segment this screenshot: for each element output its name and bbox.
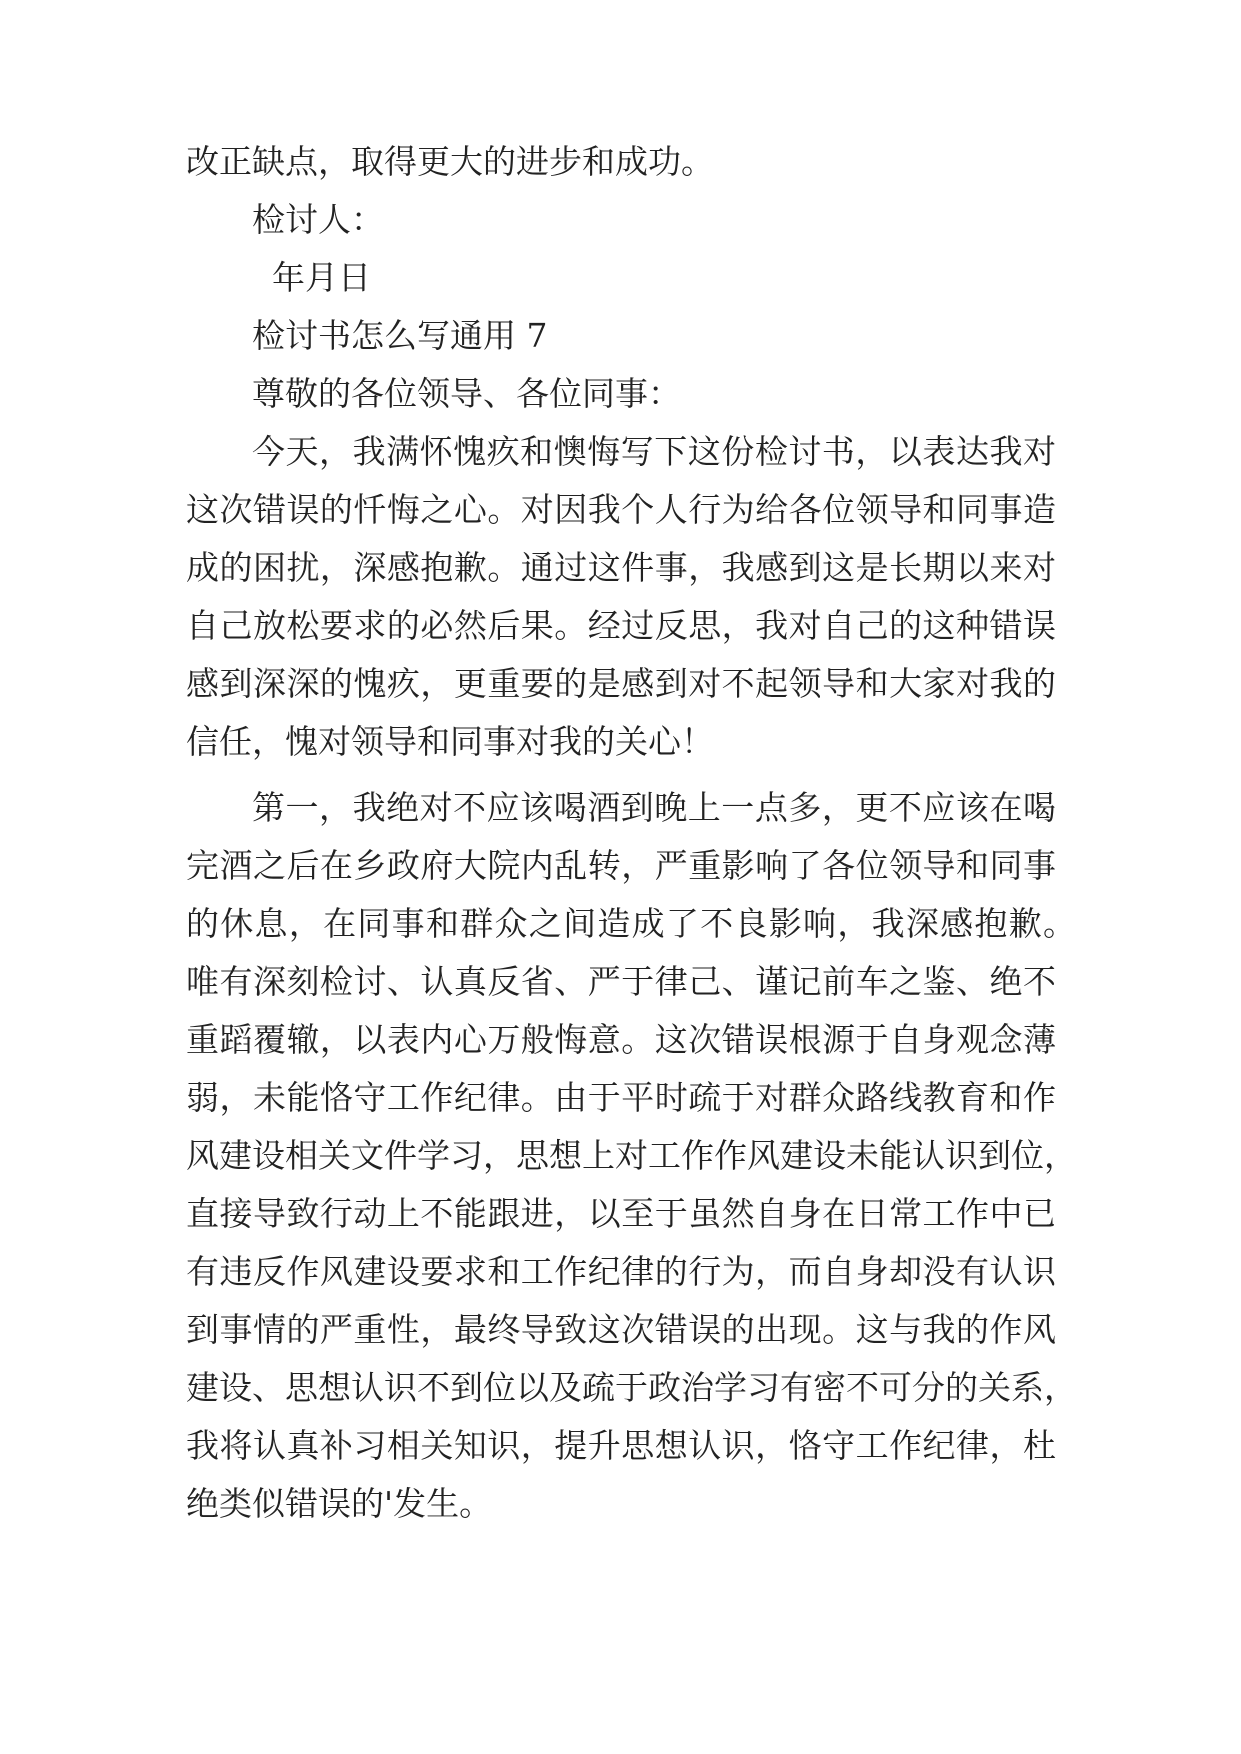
paragraph-2-line-2: 完酒之后在乡政府大院内乱转，严重影响了各位领导和同事 — [186, 846, 1056, 885]
paragraph-2-line-7: 风建设相关文件学习，思想上对工作作风建设未能认识到位， — [186, 1136, 1077, 1175]
date-label: 年月日 — [272, 258, 371, 297]
paragraph-1-line-3: 成的困扰，深感抱歉。通过这件事，我感到这是长期以来对 — [186, 548, 1056, 587]
section-heading: 检讨书怎么写通用 7 — [252, 316, 548, 355]
paragraph-2-line-5: 重蹈覆辙，以表内心万般悔意。这次错误根源于自身观念薄 — [186, 1020, 1056, 1059]
paragraph-1-line-2: 这次错误的忏悔之心。对因我个人行为给各位领导和同事造 — [186, 490, 1056, 529]
paragraph-2-line-8: 直接导致行动上不能跟进，以至于虽然自身在日常工作中已 — [186, 1194, 1056, 1233]
salutation: 尊敬的各位领导、各位同事： — [252, 374, 681, 413]
paragraph-2-line-12: 我将认真补习相关知识，提升思想认识，恪守工作纪律，杜 — [186, 1426, 1056, 1465]
paragraph-2-line-6: 弱，未能恪守工作纪律。由于平时疏于对群众路线教育和作 — [186, 1078, 1056, 1117]
paragraph-2-line-9: 有违反作风建设要求和工作纪律的行为，而自身却没有认识 — [186, 1252, 1056, 1291]
paragraph-1-line-6: 信任，愧对领导和同事对我的关心！ — [186, 722, 714, 761]
paragraph-2-line-3: 的休息，在同事和群众之间造成了不良影响，我深感抱歉。 — [186, 904, 1076, 943]
paragraph-2-line-13: 绝类似错误的'发生。 — [186, 1484, 493, 1523]
paragraph-2-line-10: 到事情的严重性，最终导致这次错误的出现。这与我的作风 — [186, 1310, 1056, 1349]
paragraph-2-line-1: 第一，我绝对不应该喝酒到晚上一点多，更不应该在喝 — [252, 788, 1056, 827]
paragraph-1-line-1: 今天，我满怀愧疚和懊悔写下这份检讨书，以表达我对 — [252, 432, 1056, 471]
paragraph-1-line-4: 自己放松要求的必然后果。经过反思，我对自己的这种错误 — [186, 606, 1056, 645]
paragraph-2-line-4: 唯有深刻检讨、认真反省、严于律己、谨记前车之鉴、绝不 — [186, 962, 1056, 1001]
paragraph-2-line-11: 建设、思想认识不到位以及疏于政治学习有密不可分的关系， — [186, 1368, 1077, 1407]
paragraph-1-line-5: 感到深深的愧疚，更重要的是感到对不起领导和大家对我的 — [186, 664, 1056, 703]
signer-label: 检讨人： — [252, 200, 384, 239]
text-line-1: 改正缺点，取得更大的进步和成功。 — [186, 142, 714, 181]
